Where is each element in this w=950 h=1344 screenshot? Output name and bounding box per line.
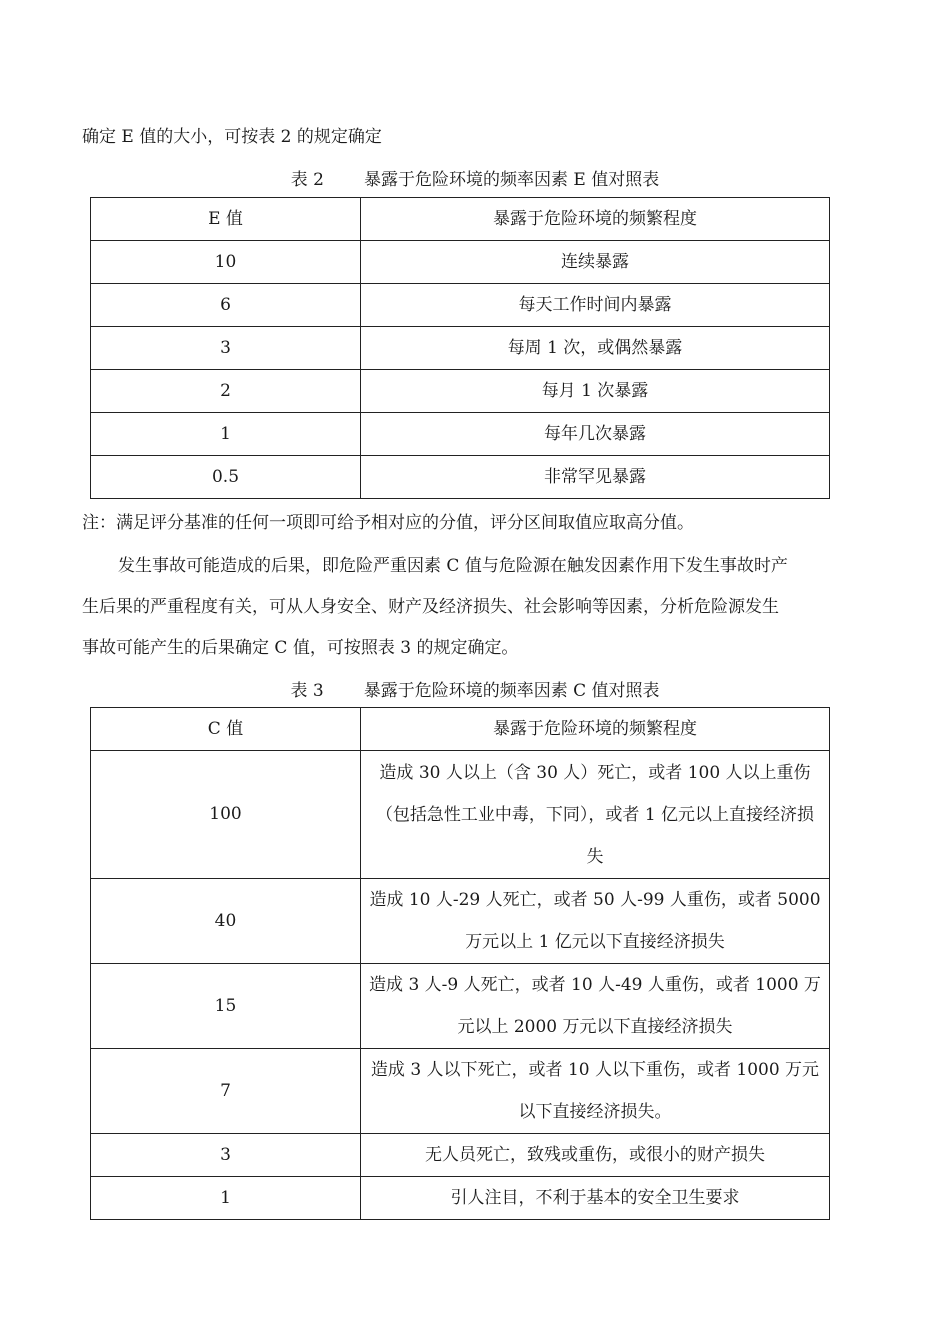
table2-note: 注：满足评分基准的任何一项即可给予相对应的分值，评分区间取值应取高分值。 bbox=[82, 513, 694, 533]
table3-caption bbox=[0, 683, 950, 700]
table3-desc-cell: 造成 30 人以上（含 30 人）死亡，或者 100 人以上重伤（包括急性工业中毒，下同），或者 1 亿元以上直接经济损失 bbox=[361, 751, 830, 879]
table2-desc-cell: 每月 1 次暴露 bbox=[361, 370, 830, 413]
table2-caption-label: 表 2 bbox=[290, 170, 324, 190]
table2-header-row bbox=[91, 198, 830, 241]
table-row bbox=[91, 241, 830, 284]
table3-value-cell: 3 bbox=[91, 1134, 361, 1177]
table3-value-cell: 1 bbox=[91, 1177, 361, 1220]
table-row bbox=[91, 456, 830, 499]
table3-caption-label: 表 3 bbox=[290, 681, 324, 701]
table3-desc-cell: 造成 3 人以下死亡，或者 10 人以下重伤，或者 1000 万元以下直接经济损失。 bbox=[361, 1049, 830, 1134]
table3-value-cell: 40 bbox=[91, 879, 361, 964]
table3-header-row bbox=[91, 708, 830, 751]
table2 bbox=[90, 197, 830, 499]
table2-value-cell: 2 bbox=[91, 370, 361, 413]
table2-value-cell: 10 bbox=[91, 241, 361, 284]
table2-value-cell: 6 bbox=[91, 284, 361, 327]
table2-caption-title: 暴露于危险环境的频率因素 E 值对照表 bbox=[364, 170, 660, 190]
table2-header-cell: 暴露于危险环境的频繁程度 bbox=[361, 198, 830, 241]
table2-value-cell: 0.5 bbox=[91, 456, 361, 499]
table3-desc-cell: 造成 3 人-9 人死亡，或者 10 人-49 人重伤，或者 1000 万元以上 2000 万元以下直接经济损失 bbox=[361, 964, 830, 1049]
table3-value-cell: 15 bbox=[91, 964, 361, 1049]
table-row bbox=[91, 327, 830, 370]
table3-value-cell: 7 bbox=[91, 1049, 361, 1134]
table2-desc-cell: 每天工作时间内暴露 bbox=[361, 284, 830, 327]
table3 bbox=[90, 707, 830, 1220]
table3-header-cell: 暴露于危险环境的频繁程度 bbox=[361, 708, 830, 751]
table-row bbox=[91, 1177, 830, 1220]
table2-desc-cell: 每年几次暴露 bbox=[361, 413, 830, 456]
table3-desc-cell: 造成 10 人-29 人死亡，或者 50 人-99 人重伤，或者 5000 万元以上 1 亿元以下直接经济损失 bbox=[361, 879, 830, 964]
table3-value-cell: 100 bbox=[91, 751, 361, 879]
table2-desc-cell: 非常罕见暴露 bbox=[361, 456, 830, 499]
paragraph-line: 生后果的严重程度有关，可从人身安全、财产及经济损失、社会影响等因素，分析危险源发生 bbox=[82, 597, 779, 617]
table-row bbox=[91, 1049, 830, 1134]
table3-header-cell: C 值 bbox=[91, 708, 361, 751]
table2-caption bbox=[0, 172, 950, 189]
intro-line: 确定 E 值的大小，可按表 2 的规定确定 bbox=[82, 127, 382, 147]
table-row bbox=[91, 370, 830, 413]
paragraph-line: 事故可能产生的后果确定 C 值，可按照表 3 的规定确定。 bbox=[82, 638, 519, 658]
table2-value-cell: 3 bbox=[91, 327, 361, 370]
table3-desc-cell: 无人员死亡，致残或重伤，或很小的财产损失 bbox=[361, 1134, 830, 1177]
table2-header-cell: E 值 bbox=[91, 198, 361, 241]
table2-value-cell: 1 bbox=[91, 413, 361, 456]
table-row bbox=[91, 1134, 830, 1177]
table-row bbox=[91, 879, 830, 964]
table-row bbox=[91, 751, 830, 879]
table3-desc-cell: 引人注目，不利于基本的安全卫生要求 bbox=[361, 1177, 830, 1220]
table2-desc-cell: 连续暴露 bbox=[361, 241, 830, 284]
table-row bbox=[91, 964, 830, 1049]
table-row bbox=[91, 413, 830, 456]
paragraph-line: 发生事故可能造成的后果，即危险严重因素 C 值与危险源在触发因素作用下发生事故时产 bbox=[118, 556, 788, 576]
table3-caption-title: 暴露于危险环境的频率因素 C 值对照表 bbox=[363, 681, 660, 701]
table-row bbox=[91, 284, 830, 327]
table2-desc-cell: 每周 1 次，或偶然暴露 bbox=[361, 327, 830, 370]
